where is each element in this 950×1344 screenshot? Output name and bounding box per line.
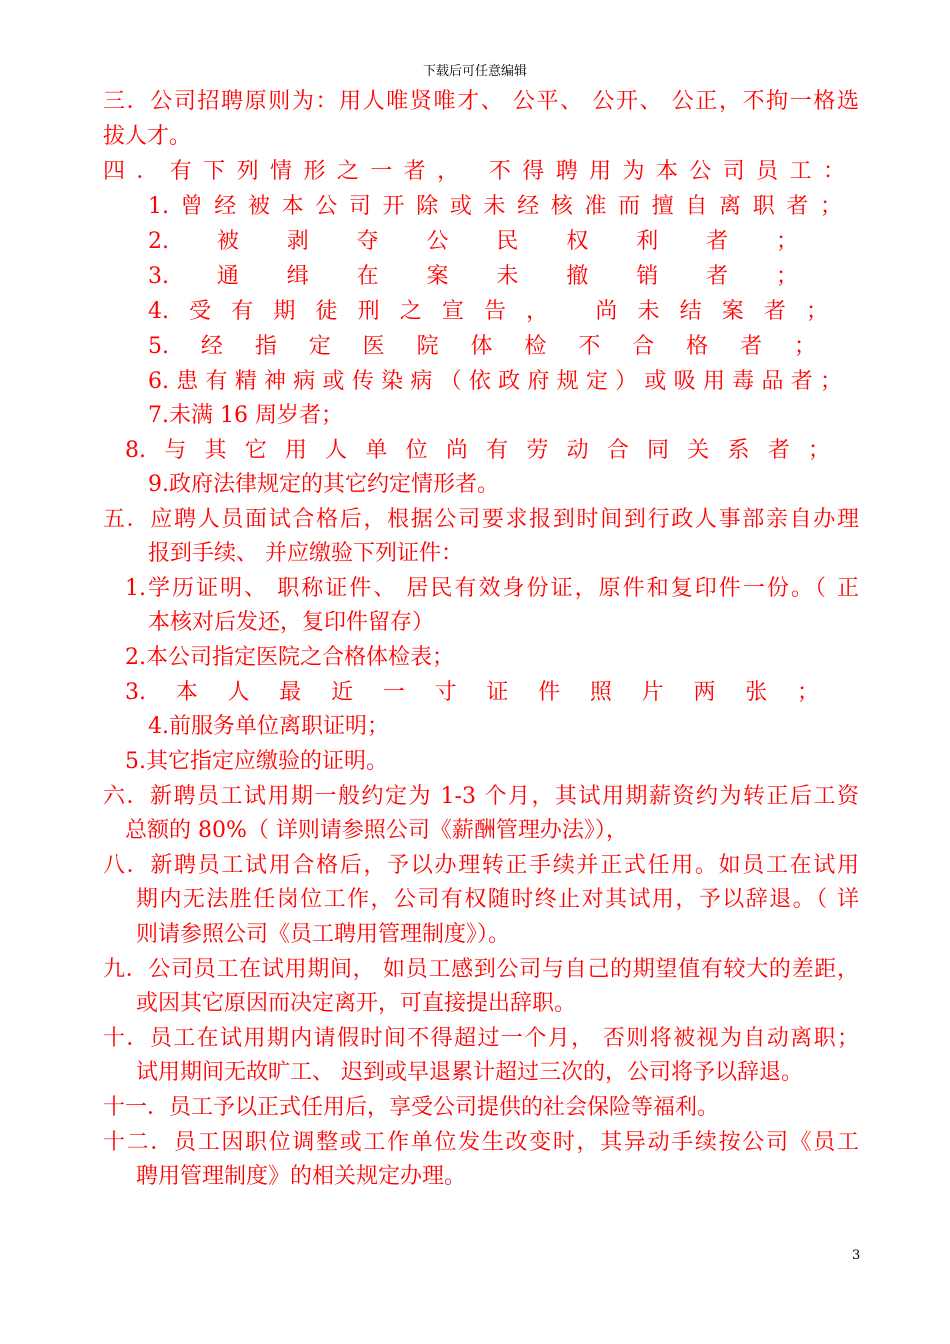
text-line: 5.经指定医院体检不合格者； xyxy=(148,334,816,359)
text-line: 试用期间无故旷工、 迟到或早退累计超过三次的，公司将予以辞退。 xyxy=(136,1060,803,1085)
text-line: 本核对后发还，复印件留存） xyxy=(148,610,435,635)
text-line: 6.患有精神病或传染病（依政府规定）或吸用毒品者； xyxy=(148,369,842,394)
text-line: 2.本公司指定医院之合格体检表； xyxy=(125,645,454,670)
text-line: 4.前服务单位离职证明； xyxy=(148,714,389,739)
text-line: 五．应聘人员面试合格后，根据公司要求报到时间到行政人事部亲自办理 xyxy=(103,507,859,532)
text-line: 拔人才。 xyxy=(103,124,192,149)
text-line: 5.其它指定应缴验的证明。 xyxy=(125,749,388,774)
text-line: 3.通缉在案未撤销者； xyxy=(148,264,798,289)
text-line: 2.被剥夺公民权利者； xyxy=(148,229,798,254)
text-line: 十．员工在试用期内请假时间不得超过一个月， 否则将被视为自动离职； xyxy=(103,1026,859,1051)
text-line: 聘用管理制度》的相关规定办理。 xyxy=(136,1164,467,1189)
text-line: 或因其它原因而决定离开，可直接提出辞职。 xyxy=(136,991,577,1016)
text-line: 四．有下列情形之一者， 不得聘用为本公司员工： xyxy=(103,159,845,184)
text-line: 9.政府法律规定的其它约定情形者。 xyxy=(148,472,499,497)
text-line: 报到手续、 并应缴验下列证件： xyxy=(148,541,463,566)
text-line: 1.曾经被本公司开除或未经核准而擅自离职者； xyxy=(148,194,842,219)
text-line: 则请参照公司《员工聘用管理制度》）。 xyxy=(136,922,511,947)
page-header: 下载后可任意编辑 xyxy=(422,64,527,79)
text-line: 7.未满 16 周岁者； xyxy=(148,403,343,428)
text-line: 4.受有期徒刑之宣告， 尚未结案者； xyxy=(148,299,828,324)
text-line: 三．公司招聘原则为：用人唯贤唯才、 公平、 公开、 公正，不拘一格选 xyxy=(103,89,859,114)
page-number: 3 xyxy=(852,1248,861,1263)
text-line: 九．公司员工在试用期间， 如员工感到公司与自己的期望值有较大的差距， xyxy=(103,957,859,982)
text-line: 3.本人最近一寸证件照片两张； xyxy=(125,680,819,705)
text-line: 8.与其它用人单位尚有劳动合同关系者； xyxy=(125,438,830,463)
text-line: 八．新聘员工试用合格后，予以办理转正手续并正式任用。如员工在试用 xyxy=(103,853,859,878)
text-line: 十一．员工予以正式任用后，享受公司提供的社会保险等福利。 xyxy=(103,1095,720,1120)
text-line: 六．新聘员工试用期一般约定为 1-3 个月，其试用期薪资约为转正后工资 xyxy=(103,784,859,809)
text-line: 总额的 80%（ 详则请参照公司《薪酬管理办法》）， xyxy=(125,818,628,843)
text-line: 期内无法胜任岗位工作，公司有权随时终止对其试用，予以辞退。（ 详 xyxy=(136,887,859,912)
text-line: 十二．员工因职位调整或工作单位发生改变时，其异动手续按公司《员工 xyxy=(103,1130,859,1155)
text-line: 1.学历证明、 职称证件、 居民有效身份证，原件和复印件一份。（ 正 xyxy=(125,576,859,601)
